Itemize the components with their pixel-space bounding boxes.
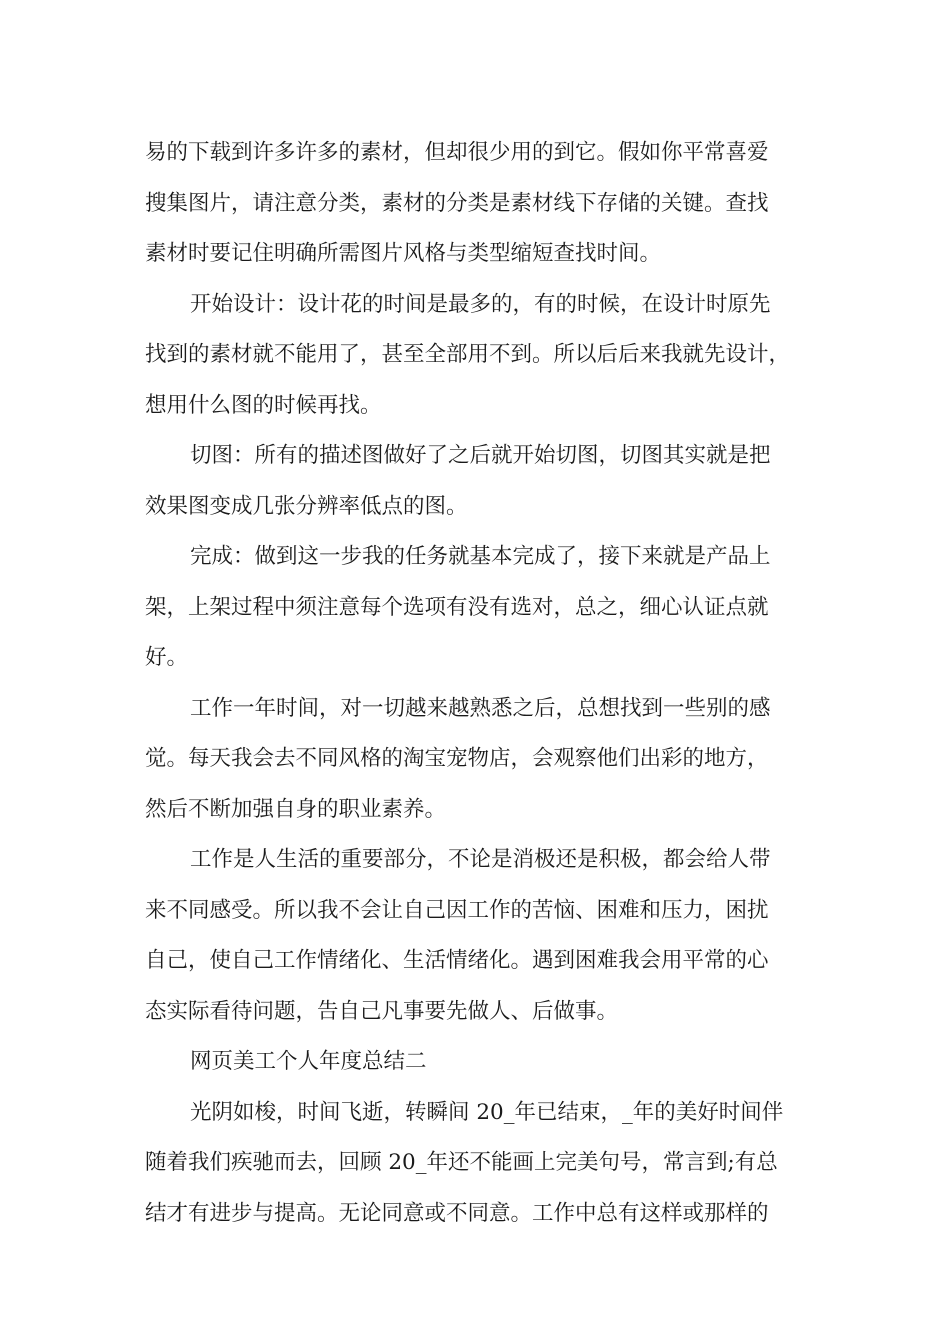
- text-line: 然后不断加强自身的职业素养。: [145, 796, 447, 822]
- paragraph-time-flies: [145, 1088, 815, 1240]
- text-line: 态实际看待问题，告自己凡事要先做人、后做事。: [145, 998, 619, 1024]
- paragraph-one-year: [145, 684, 815, 836]
- text-line: 结才有进步与提高。无论同意或不同意。工作中总有这样或那样的: [145, 1200, 769, 1226]
- text-line: 完成：做到这一步我的任务就基本完成了，接下来就是产品上: [190, 544, 771, 569]
- text-line: 效果图变成几张分辨率低点的图。: [145, 493, 468, 519]
- text-line: 想用什么图的时候再找。: [145, 392, 382, 418]
- paragraph-work-life: [145, 835, 815, 1037]
- text-line: 觉。每天我会去不同风格的淘宝宠物店，会观察他们出彩的地方，: [145, 746, 769, 771]
- paragraph-completion: [145, 532, 815, 684]
- text-line: 易的下载到许多许多的素材，但却很少用的到它。假如你平常喜爱: [145, 140, 769, 165]
- text-line: 素材时要记住明确所需图片风格与类型缩短查找时间。: [145, 241, 662, 266]
- paragraph-slicing: [145, 431, 815, 532]
- paragraph-start-design: [145, 280, 815, 432]
- text-line: 搜集图片，请注意分类，素材的分类是素材线下存储的关键。查找: [145, 190, 769, 216]
- text-line: 好。: [145, 645, 189, 670]
- text-line: 工作一年时间，对一切越来越熟悉之后，总想找到一些别的感: [190, 695, 771, 721]
- section-heading: [145, 1037, 815, 1088]
- paragraph-continued: [145, 128, 815, 280]
- text-line: 架，上架过程中须注意每个选项有没有选对，总之，细心认证点就: [145, 594, 769, 620]
- text-line: 工作是人生活的重要部分，不论是消极还是积极，都会给人带: [190, 847, 771, 872]
- text-line: 自己，使自己工作情绪化、生活情绪化。遇到困难我会用平常的心: [145, 948, 769, 973]
- text-line: 光阴如梭，时间飞逝，转瞬间 20_年已结束，_年的美好时间伴: [190, 1099, 784, 1125]
- document-body: [145, 128, 815, 1239]
- heading-text: 网页美工个人年度总结二: [190, 1049, 427, 1074]
- text-line: 来不同感受。所以我不会让自己因工作的苦恼、困难和压力，困扰: [145, 897, 769, 923]
- text-line: 随着我们疾驰而去，回顾 20_年还不能画上完美句号，常言到;有总: [145, 1150, 778, 1175]
- text-line: 开始设计：设计花的时间是最多的，有的时候，在设计时原先: [190, 291, 771, 317]
- text-line: 找到的素材就不能用了，甚至全部用不到。所以后后来我就先设计，: [145, 342, 791, 367]
- text-line: 切图：所有的描述图做好了之后就开始切图，切图其实就是把: [190, 443, 771, 468]
